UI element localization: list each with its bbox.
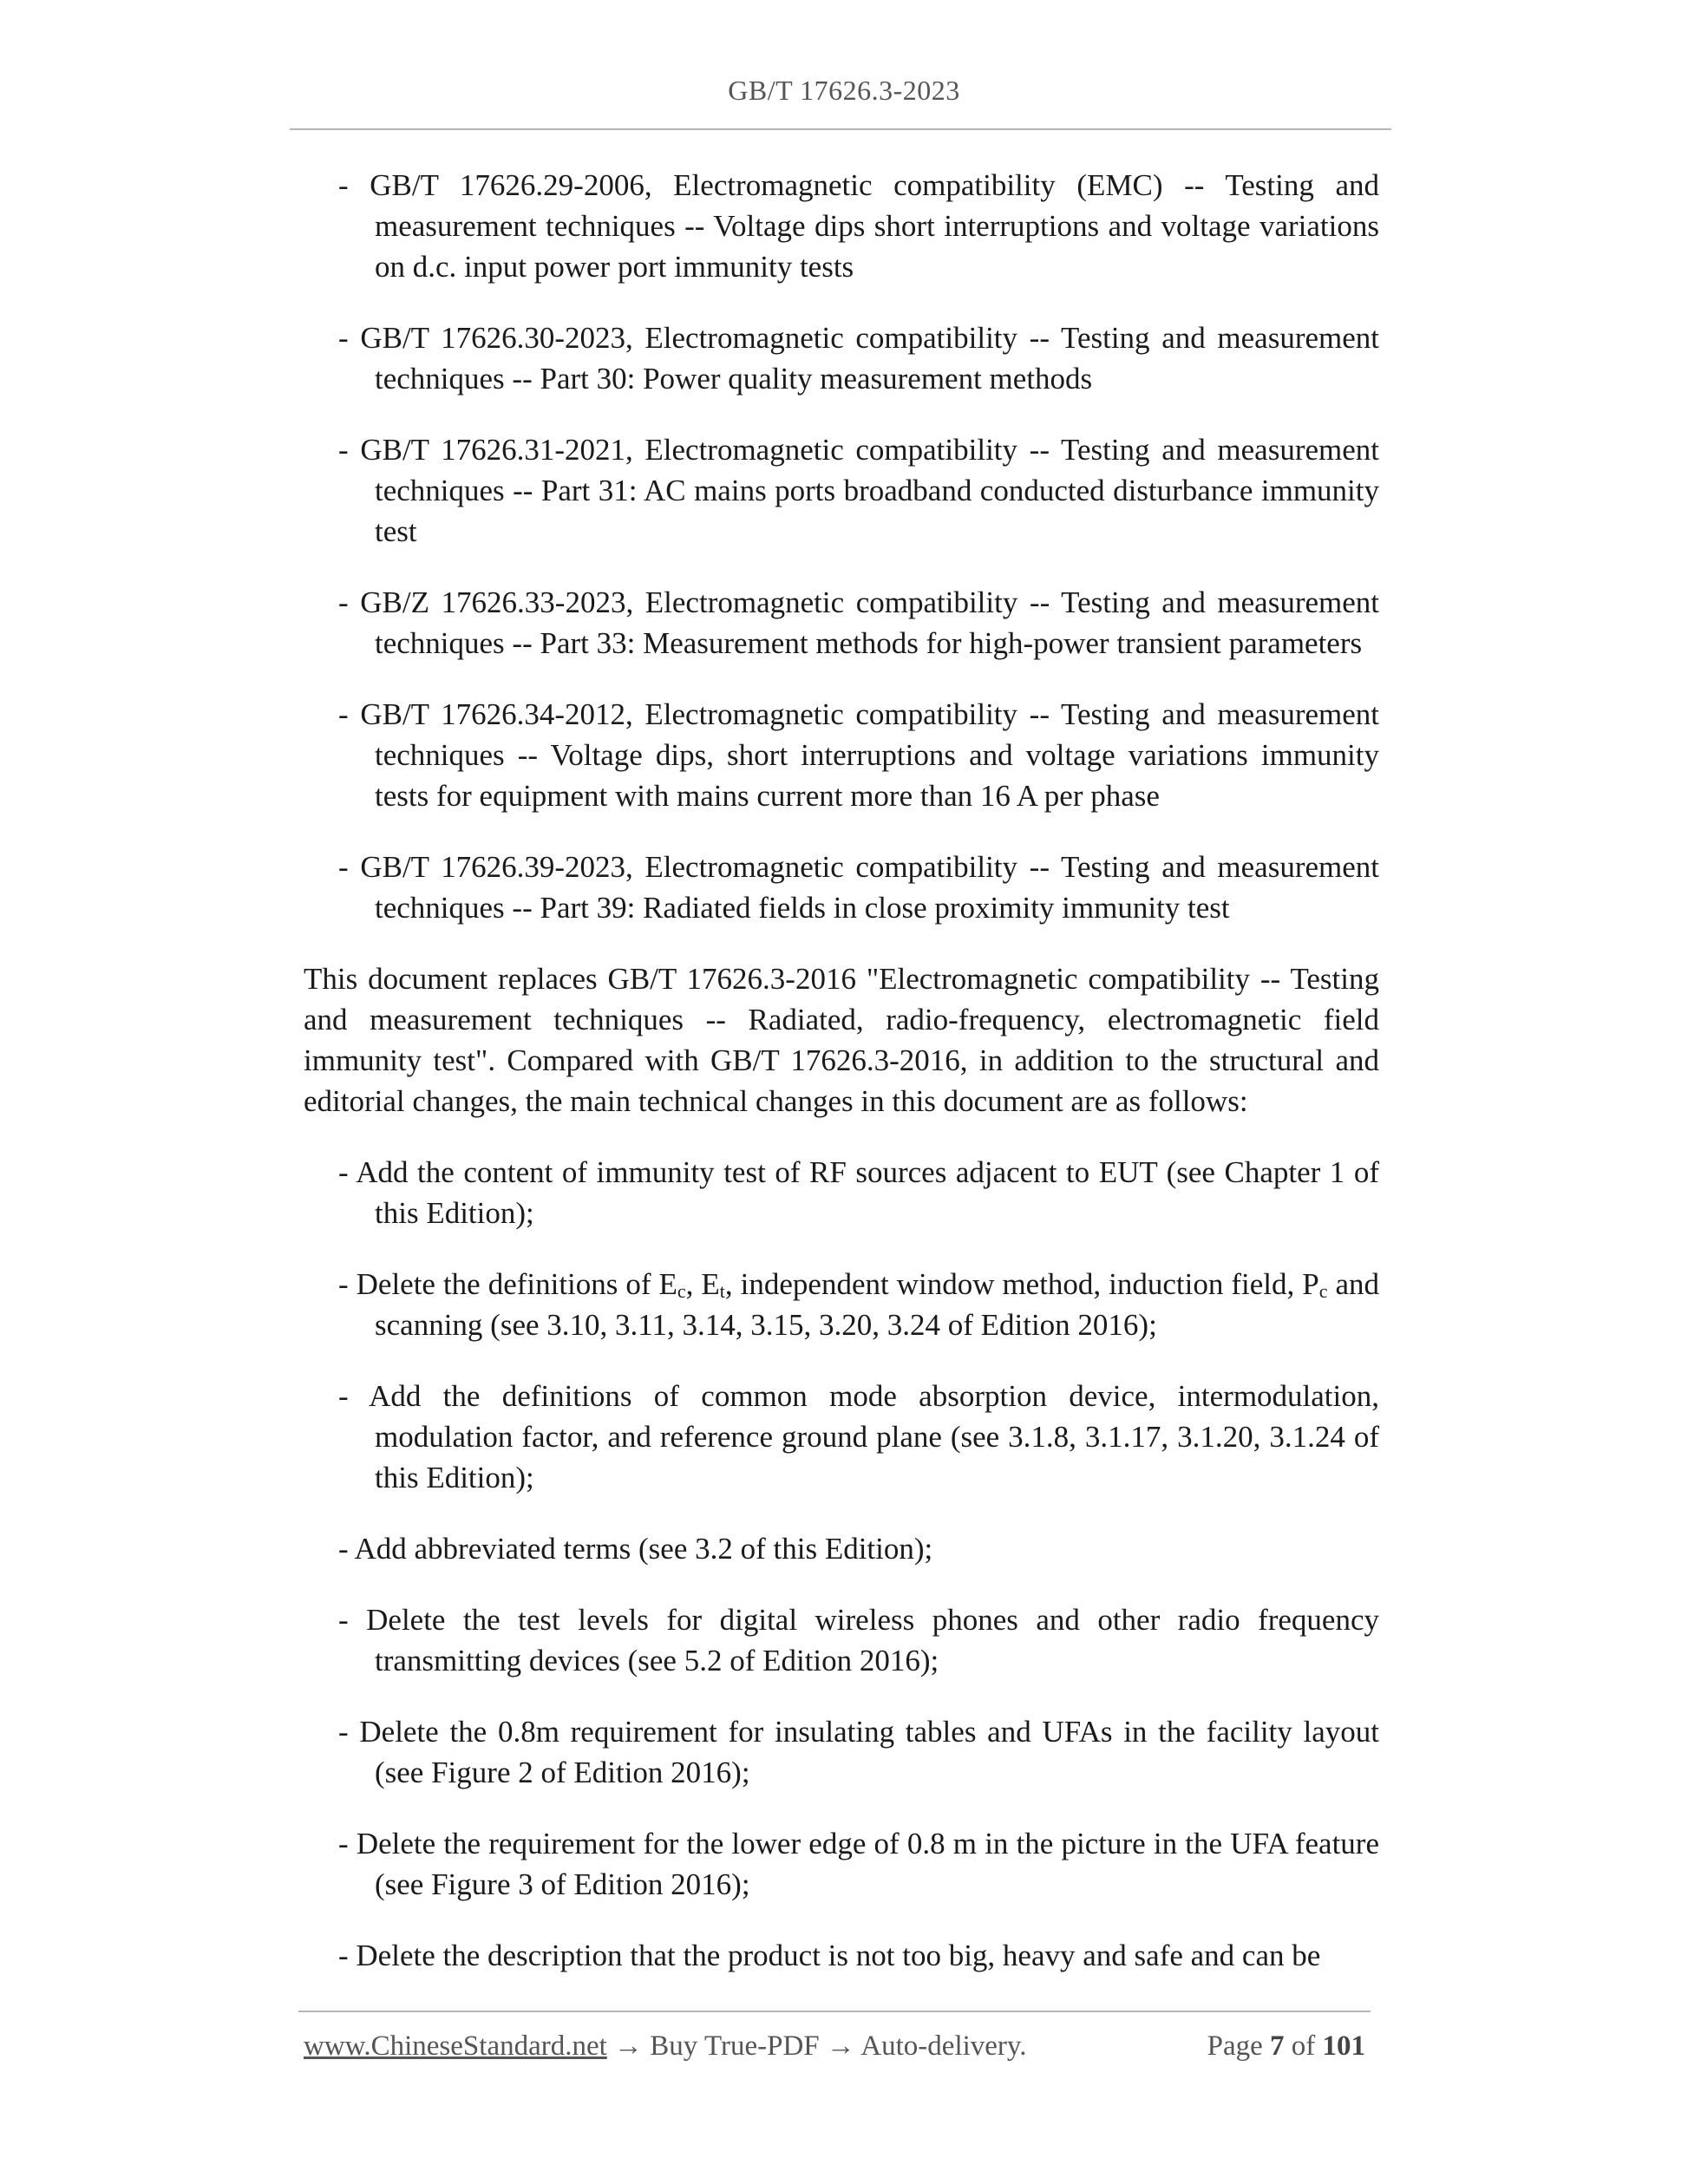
list-dash: - — [338, 321, 349, 355]
document-body — [304, 165, 1379, 1976]
reference-text: GB/T 17626.34-2012, Electromagnetic compatibility -- Testing and measurement techniques -- Voltage dips, short interruptions and voltage variations immunity tests for equipment with mains current more than 16 A per phase — [360, 697, 1380, 813]
reference-item — [304, 317, 1379, 399]
reference-text: GB/T 17626.30-2023, Electromagnetic compatibility -- Testing and measurement techniques -- Part 30: Power quality measurement methods — [360, 321, 1380, 396]
change-text: and scanning (see 3.10, 3.11, 3.14, 3.15, 3.20, 3.24 of Edition 2016); — [375, 1267, 1379, 1342]
change-item: - Delete the requirement for the lower edge of 0.8 m in the picture in the UFA feature (see Figure 3 of Edition 2016); — [338, 1827, 1379, 1901]
change-text: Delete the description that the product is not too big, heavy and safe and can be — [356, 1939, 1321, 1972]
change-item: - Add abbreviated terms (see 3.2 of this Edition); — [338, 1532, 933, 1566]
subscript: c — [677, 1280, 686, 1302]
change-text: Add the definitions of common mode absorption device, intermodulation, modulation factor, and reference ground plane (see 3.1.8, 3.1.17, 3.1.20, 3.1.24 of this Edition); — [369, 1379, 1379, 1494]
reference-text: GB/T 17626.39-2023, Electromagnetic compatibility -- Testing and measurement techniques -- Part 39: Radiated fields in close proximity immunity test — [360, 850, 1380, 925]
list-dash: - — [338, 697, 349, 731]
reference-item — [304, 429, 1379, 552]
reference-text: GB/Z 17626.33-2023, Electromagnetic compatibility -- Testing and measurement techniques -- Part 33: Measurement methods for high-power transient parameters — [360, 585, 1380, 660]
header-divider — [290, 128, 1391, 130]
website-link[interactable]: www.ChineseStandard.net — [304, 2030, 607, 2062]
list-dash: - — [338, 585, 349, 619]
subscript: c — [1318, 1280, 1328, 1302]
reference-text: GB/T 17626.31-2021, Electromagnetic compatibility -- Testing and measurement techniques -- Part 31: AC mains ports broadband conducted disturbance immunity test — [360, 433, 1380, 548]
subscript: t — [719, 1280, 725, 1302]
total-page-count: 101 — [1322, 2030, 1365, 2062]
list-dash: - — [338, 850, 349, 884]
change-item: - Add the definitions of common mode absorption device, intermodulation, modulation factor, and reference ground plane (see 3.1.8, 3.1.17, 3.1.20, 3.1.24 of this Edition); — [338, 1379, 1379, 1494]
change-text: , independent window method, induction field, P — [724, 1267, 1319, 1301]
reference-item — [304, 165, 1379, 287]
reference-text: GB/T 17626.29-2006, Electromagnetic compatibility (EMC) -- Testing and measurement techniques -- Voltage dips short interruptions and voltage variations on d.c. input power port immunity tests — [370, 168, 1379, 284]
change-text: Delete the definitions of E — [356, 1267, 677, 1301]
page-header-title: GB/T 17626.3-2023 — [728, 75, 960, 106]
list-dash: - — [338, 168, 349, 202]
of-label: of — [1291, 2030, 1316, 2062]
promo-text: → Buy True-PDF → Auto-delivery. — [614, 2030, 1027, 2062]
footer-promo — [304, 2030, 1027, 2063]
change-item: - Delete the test levels for digital wireless phones and other radio frequency transmitting devices (see 5.2 of Edition 2016); — [338, 1603, 1380, 1677]
footer-divider — [298, 2011, 1371, 2012]
list-dash: - — [338, 433, 349, 467]
change-text: , E — [685, 1267, 720, 1301]
change-item: - Delete the 0.8m requirement for insulating tables and UFAs in the facility layout (see Figure 2 of Edition 2016); — [338, 1715, 1379, 1789]
change-item: - Delete the definitions of $E_c$, $E_t$, independent window method, induction field, $P_c$ and scanning (see 3.10, 3.11, 3.14, 3.15, 3.20, 3.24 of Edition 2016); — [338, 1267, 1379, 1342]
change-text: Delete the test levels for digital wireless phones and other radio frequency transmitting devices (see 5.2 of Edition 2016); — [366, 1603, 1380, 1677]
change-text: Delete the requirement for the lower edge of 0.8 m in the picture in the UFA feature (see Figure 3 of Edition 2016); — [356, 1827, 1379, 1901]
replacement-paragraph: This document replaces GB/T 17626.3-2016 "Electromagnetic compatibility -- Testing and measurement techniques -- Radiated, radio-frequency, electromagnetic field immunity test". Compared with GB/T 17626.3-2016, in addition to the structural and editorial changes, the main technical changes in this document are as follows: — [304, 962, 1379, 1118]
page-label: Page — [1207, 2030, 1263, 2062]
page-indicator — [1207, 2030, 1365, 2063]
reference-item — [304, 694, 1379, 816]
reference-item — [304, 847, 1379, 928]
change-text: Add abbreviated terms (see 3.2 of this Edition); — [354, 1532, 933, 1566]
change-item: - Add the content of immunity test of RF sources adjacent to EUT (see Chapter 1 of this Edition); — [338, 1155, 1379, 1230]
current-page-number: 7 — [1270, 2030, 1285, 2062]
change-item: - Delete the description that the product is not too big, heavy and safe and can be — [338, 1939, 1321, 1972]
reference-item — [304, 582, 1379, 664]
change-text: Add the content of immunity test of RF sources adjacent to EUT (see Chapter 1 of this Edition); — [356, 1155, 1379, 1230]
change-text: Delete the 0.8m requirement for insulating tables and UFAs in the facility layout (see Figure 2 of Edition 2016); — [359, 1715, 1379, 1789]
